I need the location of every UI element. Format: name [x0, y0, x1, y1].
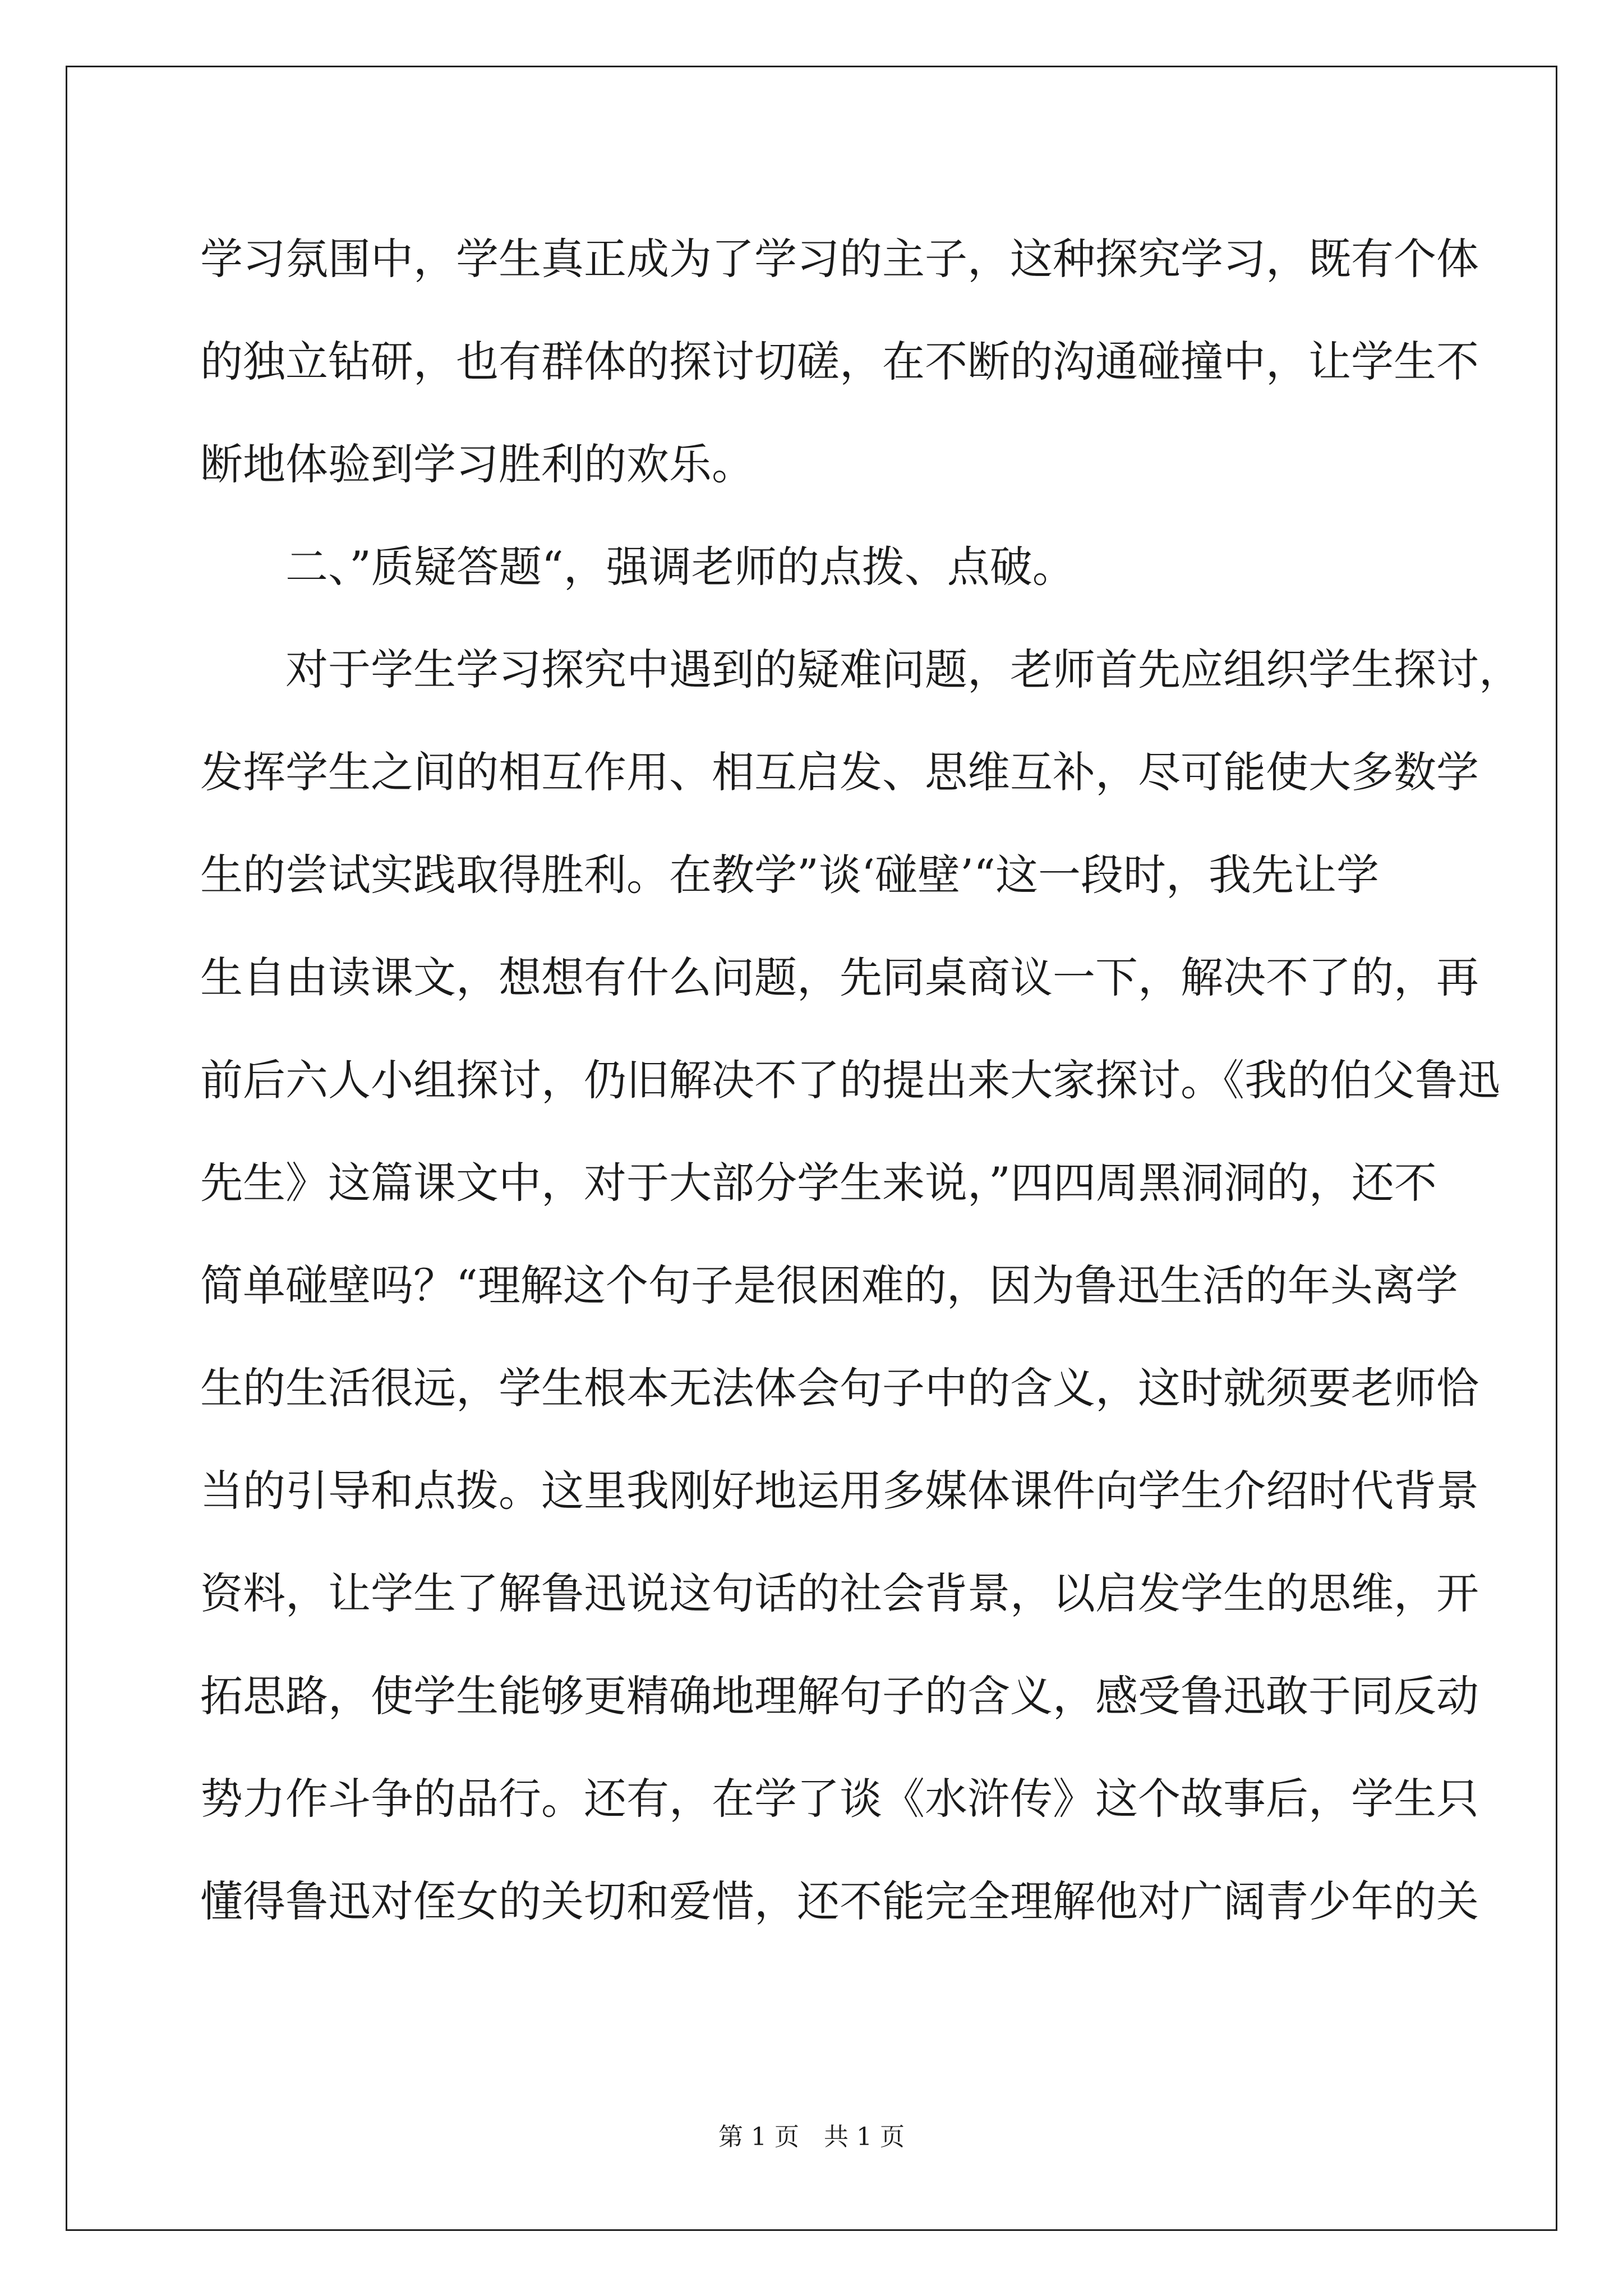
text-line: 生自由读课文，想想有什么问题，先同桌商议一下，解决不了的，再	[200, 953, 1479, 1002]
text-line: 前后六人小组探讨，仍旧解决不了的提出来大家探讨。《我的伯父鲁迅	[200, 1055, 1500, 1105]
text-line: 懂得鲁迅对侄女的关切和爱惜，还不能完全理解他对广阔青少年的关	[200, 1876, 1479, 1926]
text-line: 拓思路，使学生能够更精确地理解句子的含义，感受鲁迅敢于同反动	[200, 1671, 1479, 1721]
text-line: 资料，让学生了解鲁迅说这句话的社会背景，以启发学生的思维，开	[200, 1568, 1479, 1618]
text-line: 先生》这篇课文中，对于大部分学生来说，”四四周黑洞洞的，还不	[200, 1158, 1437, 1208]
text-line: 简单碰壁吗？“理解这个句子是很困难的，因为鲁迅生活的年头离学	[200, 1260, 1458, 1310]
text-line: 当的引导和点拨。这里我刚好地运用多媒体课件向学生介绍时代背景	[200, 1466, 1479, 1516]
text-line: 断地体验到学习胜利的欢乐。	[200, 439, 754, 489]
page-footer: 第 1 页 共 1 页	[718, 2123, 905, 2151]
body-text	[200, 208, 1521, 1953]
text-line: 对于学生学习探究中遇到的疑难问题，老师首先应组织学生探讨，	[200, 645, 1521, 694]
text-line: 生的尝试实践取得胜利。在教学”谈‘碰壁’“这一段时，我先让学	[200, 850, 1380, 900]
text-line: 的独立钻研，也有群体的探讨切磋，在不断的沟通碰撞中，让学生不	[200, 337, 1479, 386]
text-line: 生的生活很远，学生根本无法体会句子中的含义，这时就须要老师恰	[200, 1363, 1479, 1413]
text-line: 学习氛围中，学生真正成为了学习的主子，这种探究学习，既有个体	[200, 234, 1479, 284]
text-line: 势力作斗争的品行。还有，在学了谈《水浒传》这个故事后，学生只	[200, 1774, 1479, 1824]
section-heading: 二、”质疑答题“，强调老师的点拨、点破。	[200, 542, 1075, 592]
text-line: 发挥学生之间的相互作用、相互启发、思维互补，尽可能使大多数学	[200, 747, 1479, 797]
